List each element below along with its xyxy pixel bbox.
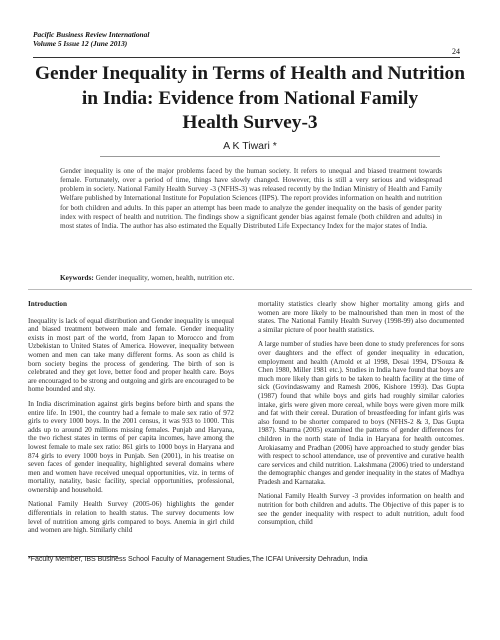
paragraph: A large number of studies have been done to study preferences for sons over daughters and the effect of gender inequality in education, employment and health (Arnold et al 1998, Desai 1994, D'Souza & Chen 1980, Miller 1981 etc.). Studies in India have found that boys are much more likely than girls to be taken to health facility at the time of sick (Govindaswamy and Ramesh 2006, Kishore 1993). Das Gupta (1987) found that while boys and girls had roughly similar calories intake, girls were given more cereal, while boys were given more milk and fat with their cereal. Duration of breastfeeding for infant girls was also found to be shorter compared to boys (NFHS-2 & 3, Das Gupta 1987). Sharma (2005) examined the patterns of gender differences for children in the north state of India in Haryana for health outcomes. Arokiasamy and Pradhan (2006) have approached to study gender bias with respect to school attendance, use of preventive and curative health care services and child nutrition. Lakshmana (2006) tried to understand the demographic changes and gender inequality in the states of Madhya Pradesh and Karnataka. [258,340,464,486]
paragraph: mortality statistics clearly show higher mortality among girls and women are more likely to be malnourished than men in most of the states. The National Family Health Survey (1998-99) also documented a similar picture of poor health statistics. [258,300,464,334]
paragraph: Inequality is lack of equal distribution and Gender inequality is unequal and biased treatment between male and female. Gender inequality exists in most part of the world, from Japan to Morocco and from Uzbekistan to United States of America. However, inequality between women and men can take many different forms. As soon as child is born society begins the process of gendering. The birth of son is celebrated and they get love, better food and proper health care. Boys are encouraged to be strong and outgoing and girls are encouraged to be home bounded and shy. [28,316,234,394]
section-heading: Introduction [28,300,68,308]
page-number: 24 [452,47,460,56]
title-line: in India: Evidence from National Family [81,87,419,109]
section-divider [28,289,472,290]
keywords-list: Gender inequality, women, health, nutrition etc. [93,274,235,282]
running-header [33,30,149,48]
abstract-rule [100,156,440,157]
keywords-label: Keywords: [60,274,94,282]
journal-name: Pacific Business Review International [33,30,150,39]
paragraph: National Family Health Survey (2005-06) highlights the gender differentials in relation to health status. The survey documents low level of nutrition among girls compared to boys. Anemia in girl child and women are high. Similarly child [28,500,234,535]
title-line: Gender Inequality in Terms of Health and Nutrition [34,63,466,84]
author-name: A K Tiwari * [223,140,277,152]
right-column [258,300,464,533]
paper-title [28,62,472,136]
paragraph: In India discrimination against girls begins before birth and spans the entire life. In 1901, the country had a female to male sex ratio of 972 girls to every 1000 boys. In the 2001 census, it was 933 to 1000. This adds up to around 20 millions missing females. Punjab and Haryana, the two richest states in terms of per capita incomes, have among the lowest female to male sex ratio: 861 girls to 1000 boys in Haryana and 874 girls to every 1000 boys in Punjab. Sen (2001), in his treatise on seven faces of gender inequality, highlighted several domains where men and women have received unequal opportunities, viz. in terms of mortality, natality, basic facility, special opportunities, professional, ownership and household. [28,399,234,494]
header-rule [33,57,460,58]
footnote: *Faculty Member, IBS Business School Faculty of Management Studies,The ICFAI University Dehradun, India [28,556,368,563]
abstract-text: Gender inequality is one of the major problems faced by the human society. It refers to unequal and biased treatment towards female. Fortunately, over a period of time, things have slowly changed. However, this is still a very serious and widespread problem in society. National Family Health Survey -3 (NFHS-3) was released recently by the Indian Ministry of Health and Family Welfare published by International Institute for Population Sciences (IIPS). The report provides information on health and nutrition for both children and adults. In this paper an attempt has been made to analyze the gender inequality on the basis of gender parity index with respect of health and nutrition. The findings show a significant gender bias against female (both children and adults) in most states of India. The author has also estimated the Equally Distributed Life Expectancy Index for the major states of India. [60,167,442,230]
left-column [28,300,234,541]
keywords [60,274,442,282]
title-line: Health Survey-3 [182,112,318,133]
journal-issue: Volume 5 Issue 12 (June 2013) [33,39,128,48]
paragraph: National Family Health Survey -3 provides information on health and nutrition for both children and adults. The Objective of this paper is to see the gender inequality with respect to adult nutrition, adult food consumption, child [258,492,464,527]
